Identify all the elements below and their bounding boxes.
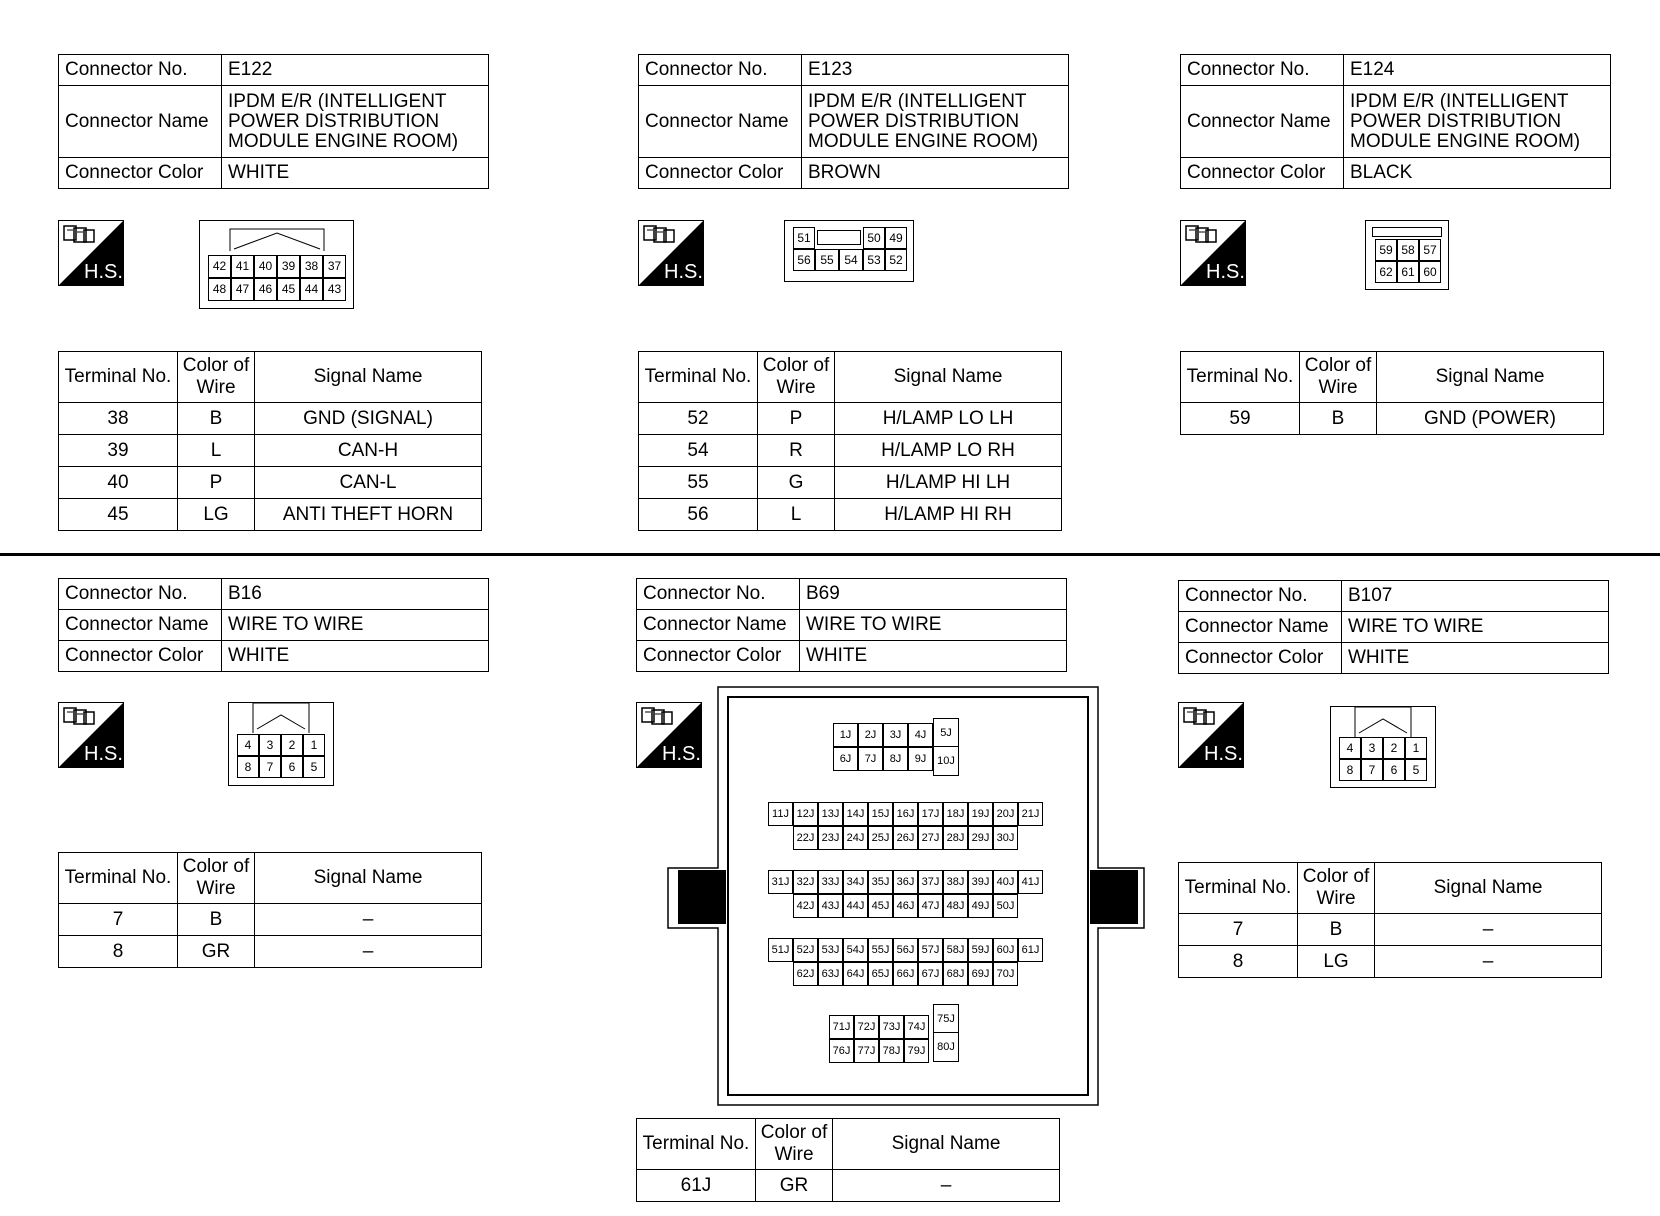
pin-52: 52 <box>885 249 907 271</box>
header-signal-name: Signal Name <box>833 1119 1060 1170</box>
header-signal-name: Signal Name <box>835 352 1062 403</box>
pin-36j: 36J <box>893 870 918 894</box>
label-connector-name: Connector Name <box>639 86 802 158</box>
pin-49: 49 <box>885 227 907 249</box>
table-row: 39 L CAN-H <box>59 435 482 467</box>
pin-62j: 62J <box>793 962 818 986</box>
pin-5: 5 <box>1405 759 1427 781</box>
pin-37j: 37J <box>918 870 943 894</box>
pin-48j: 48J <box>943 894 968 918</box>
pin-68j: 68J <box>943 962 968 986</box>
connector-face-b107 <box>1330 706 1436 788</box>
pin-31j: 31J <box>768 870 793 894</box>
pin-9j: 9J <box>908 747 933 771</box>
label-connector-no: Connector No. <box>59 55 222 86</box>
connector-no: E124 <box>1344 55 1611 86</box>
svg-text:H.S.: H.S. <box>1206 261 1245 283</box>
terminal-table-e124 <box>1180 351 1604 435</box>
header-terminal-no: Terminal No. <box>59 853 178 904</box>
pin-73j: 73J <box>879 1015 904 1039</box>
label-connector-color: Connector Color <box>1181 158 1344 189</box>
pin-3j: 3J <box>883 723 908 747</box>
pin-50: 50 <box>863 227 885 249</box>
pin-26j: 26J <box>893 826 918 850</box>
pin-4j: 4J <box>908 723 933 747</box>
label-connector-name: Connector Name <box>637 610 800 641</box>
label-connector-color: Connector Color <box>639 158 802 189</box>
connector-b107 <box>1178 580 1609 674</box>
pin-8j: 8J <box>883 747 908 771</box>
pin-7: 7 <box>1361 759 1383 781</box>
pin-67j: 67J <box>918 962 943 986</box>
pin-64j: 64J <box>843 962 868 986</box>
pin-34j: 34J <box>843 870 868 894</box>
pin-51: 51 <box>793 227 815 249</box>
pin-46: 46 <box>254 278 277 301</box>
pin-6j: 6J <box>833 747 858 771</box>
connector-info-table <box>1180 54 1611 189</box>
terminal-table-b107 <box>1178 862 1602 978</box>
connector-color: WHITE <box>800 641 1067 672</box>
pin-42j: 42J <box>793 894 818 918</box>
pin-57j: 57J <box>918 938 943 962</box>
label-connector-color: Connector Color <box>637 641 800 672</box>
connector-info-table <box>638 54 1069 189</box>
pin-58j: 58J <box>943 938 968 962</box>
connector-name: IPDM E/R (INTELLIGENT POWER DISTRIBUTION MODULE ENGINE ROOM) <box>802 86 1069 158</box>
label-connector-color: Connector Color <box>59 641 222 672</box>
connector-color: BROWN <box>802 158 1069 189</box>
pin-3: 3 <box>1361 737 1383 759</box>
pin-43: 43 <box>323 278 346 301</box>
header-wire-color: Color of Wire <box>178 853 255 904</box>
header-wire-color: Color of Wire <box>178 352 255 403</box>
pin-42: 42 <box>208 255 231 278</box>
table-row: 55 G H/LAMP HI LH <box>639 467 1062 499</box>
pin-74j: 74J <box>904 1015 929 1039</box>
pin-76j: 76J <box>829 1039 854 1063</box>
table-row: 45 LG ANTI THEFT HORN <box>59 499 482 531</box>
pin-39j: 39J <box>968 870 993 894</box>
pin-79j: 79J <box>904 1039 929 1063</box>
label-connector-no: Connector No. <box>637 579 800 610</box>
pin-19j: 19J <box>968 802 993 826</box>
pin-56: 56 <box>793 249 815 271</box>
pin-72j: 72J <box>854 1015 879 1039</box>
connector-info-table <box>58 54 489 189</box>
connector-color: WHITE <box>1342 643 1609 674</box>
section-divider <box>0 553 1660 556</box>
pin-66j: 66J <box>893 962 918 986</box>
pin-13j: 13J <box>818 802 843 826</box>
header-terminal-no: Terminal No. <box>1181 352 1300 403</box>
table-row: 40 P CAN-L <box>59 467 482 499</box>
pin-16j: 16J <box>893 802 918 826</box>
pin-59j: 59J <box>968 938 993 962</box>
pin-60: 60 <box>1419 261 1441 283</box>
pin-33j: 33J <box>818 870 843 894</box>
pin-1: 1 <box>1405 737 1427 759</box>
pin-2: 2 <box>1383 737 1405 759</box>
pin-50j: 50J <box>993 894 1018 918</box>
table-row: 7 B – <box>59 904 482 936</box>
connector-color: WHITE <box>222 641 489 672</box>
connector-no: B69 <box>800 579 1067 610</box>
label-connector-color: Connector Color <box>59 158 222 189</box>
pin-38: 38 <box>300 255 323 278</box>
harness-side-icon <box>1178 702 1244 768</box>
pin-14j: 14J <box>843 802 868 826</box>
pin-39: 39 <box>277 255 300 278</box>
connector-no: E122 <box>222 55 489 86</box>
connector-name: WIRE TO WIRE <box>800 610 1067 641</box>
pin-71j: 71J <box>829 1015 854 1039</box>
svg-text:H.S.: H.S. <box>1204 743 1243 765</box>
pin-60j: 60J <box>993 938 1018 962</box>
connector-key-slot <box>817 230 861 245</box>
pin-57: 57 <box>1419 239 1441 261</box>
pin-3: 3 <box>259 734 281 756</box>
connector-no: E123 <box>802 55 1069 86</box>
pin-47j: 47J <box>918 894 943 918</box>
pin-53: 53 <box>863 249 885 271</box>
terminal-table-e122 <box>58 351 482 531</box>
connector-name: IPDM E/R (INTELLIGENT POWER DISTRIBUTION MODULE ENGINE ROOM) <box>1344 86 1611 158</box>
pin-32j: 32J <box>793 870 818 894</box>
pin-17j: 17J <box>918 802 943 826</box>
pin-28j: 28J <box>943 826 968 850</box>
connector-color: BLACK <box>1344 158 1611 189</box>
pin-2j: 2J <box>858 723 883 747</box>
label-connector-name: Connector Name <box>1181 86 1344 158</box>
header-signal-name: Signal Name <box>255 853 482 904</box>
pin-30j: 30J <box>993 826 1018 850</box>
pin-44j: 44J <box>843 894 868 918</box>
connector-e123 <box>638 54 1069 189</box>
pin-8: 8 <box>237 756 259 778</box>
connector-info-table <box>1178 580 1609 674</box>
table-row: 8 GR – <box>59 936 482 968</box>
connector-e122 <box>58 54 489 189</box>
pin-25j: 25J <box>868 826 893 850</box>
pin-4: 4 <box>1339 737 1361 759</box>
harness-side-icon <box>58 220 124 286</box>
svg-text:H.S.: H.S. <box>662 743 701 765</box>
pin-78j: 78J <box>879 1039 904 1063</box>
header-wire-color: Color of Wire <box>1300 352 1377 403</box>
table-row: 61J GR – <box>637 1170 1060 1202</box>
connector-face-e122 <box>199 220 354 309</box>
pin-44: 44 <box>300 278 323 301</box>
header-wire-color: Color of Wire <box>758 352 835 403</box>
connector-no: B16 <box>222 579 489 610</box>
connector-color: WHITE <box>222 158 489 189</box>
pin-22j: 22J <box>793 826 818 850</box>
connector-name: WIRE TO WIRE <box>1342 612 1609 643</box>
header-terminal-no: Terminal No. <box>59 352 178 403</box>
table-row: 7 B – <box>1179 914 1602 946</box>
pin-56j: 56J <box>893 938 918 962</box>
terminal-table-b16 <box>58 852 482 968</box>
pin-6: 6 <box>281 756 303 778</box>
pin-55j: 55J <box>868 938 893 962</box>
connector-name: IPDM E/R (INTELLIGENT POWER DISTRIBUTION MODULE ENGINE ROOM) <box>222 86 489 158</box>
pin-23j: 23J <box>818 826 843 850</box>
pin-80j: 80J <box>933 1032 959 1062</box>
pin-54: 54 <box>839 249 863 271</box>
pin-5: 5 <box>303 756 325 778</box>
table-row: 38 B GND (SIGNAL) <box>59 403 482 435</box>
pin-7: 7 <box>259 756 281 778</box>
pin-59: 59 <box>1375 239 1397 261</box>
svg-text:H.S.: H.S. <box>84 261 123 283</box>
connector-info-table <box>58 578 489 672</box>
table-row: 52 P H/LAMP LO LH <box>639 403 1062 435</box>
connector-b69 <box>636 578 1067 672</box>
connector-face-e123 <box>784 220 914 282</box>
harness-side-icon <box>58 702 124 768</box>
connector-e124 <box>1180 54 1611 189</box>
header-signal-name: Signal Name <box>255 352 482 403</box>
table-row: 54 R H/LAMP LO RH <box>639 435 1062 467</box>
pin-70j: 70J <box>993 962 1018 986</box>
header-terminal-no: Terminal No. <box>639 352 758 403</box>
pin-1: 1 <box>303 734 325 756</box>
connector-latch <box>1372 227 1442 237</box>
terminal-table-b69 <box>636 1118 1060 1202</box>
pin-75j: 75J <box>933 1004 959 1034</box>
svg-text:H.S.: H.S. <box>664 261 703 283</box>
label-connector-color: Connector Color <box>1179 643 1342 674</box>
pin-5j: 5J <box>933 718 959 748</box>
pin-54j: 54J <box>843 938 868 962</box>
pin-11j: 11J <box>768 802 793 826</box>
pin-41: 41 <box>231 255 254 278</box>
pin-58: 58 <box>1397 239 1419 261</box>
pin-29j: 29J <box>968 826 993 850</box>
connector-latch <box>1331 707 1435 737</box>
connector-latch <box>200 221 353 251</box>
pin-24j: 24J <box>843 826 868 850</box>
terminal-table-e123 <box>638 351 1062 531</box>
pin-35j: 35J <box>868 870 893 894</box>
label-connector-name: Connector Name <box>59 86 222 158</box>
pin-61: 61 <box>1397 261 1419 283</box>
connector-face-b16 <box>228 702 334 786</box>
pin-69j: 69J <box>968 962 993 986</box>
header-wire-color: Color of Wire <box>756 1119 833 1170</box>
pin-65j: 65J <box>868 962 893 986</box>
header-wire-color: Color of Wire <box>1298 863 1375 914</box>
pin-48: 48 <box>208 278 231 301</box>
pin-41j: 41J <box>1018 870 1043 894</box>
pin-6: 6 <box>1383 759 1405 781</box>
pin-52j: 52J <box>793 938 818 962</box>
pin-20j: 20J <box>993 802 1018 826</box>
harness-side-icon <box>638 220 704 286</box>
pin-12j: 12J <box>793 802 818 826</box>
pin-51j: 51J <box>768 938 793 962</box>
connector-no: B107 <box>1342 581 1609 612</box>
pin-47: 47 <box>231 278 254 301</box>
label-connector-no: Connector No. <box>639 55 802 86</box>
pin-61j: 61J <box>1018 938 1043 962</box>
header-terminal-no: Terminal No. <box>1179 863 1298 914</box>
pin-27j: 27J <box>918 826 943 850</box>
pin-63j: 63J <box>818 962 843 986</box>
connector-name: WIRE TO WIRE <box>222 610 489 641</box>
connector-latch <box>229 703 333 733</box>
pin-8: 8 <box>1339 759 1361 781</box>
harness-side-icon <box>1180 220 1246 286</box>
table-row: 59 B GND (POWER) <box>1181 403 1604 435</box>
pin-49j: 49J <box>968 894 993 918</box>
pin-45: 45 <box>277 278 300 301</box>
pin-40j: 40J <box>993 870 1018 894</box>
label-connector-no: Connector No. <box>1179 581 1342 612</box>
pin-37: 37 <box>323 255 346 278</box>
label-connector-no: Connector No. <box>59 579 222 610</box>
pin-15j: 15J <box>868 802 893 826</box>
pin-38j: 38J <box>943 870 968 894</box>
pin-10j: 10J <box>933 746 959 776</box>
table-row: 56 L H/LAMP HI RH <box>639 499 1062 531</box>
pin-2: 2 <box>281 734 303 756</box>
pin-43j: 43J <box>818 894 843 918</box>
pin-21j: 21J <box>1018 802 1043 826</box>
pin-45j: 45J <box>868 894 893 918</box>
pin-55: 55 <box>815 249 839 271</box>
header-signal-name: Signal Name <box>1375 863 1602 914</box>
header-signal-name: Signal Name <box>1377 352 1604 403</box>
label-connector-name: Connector Name <box>59 610 222 641</box>
label-connector-no: Connector No. <box>1181 55 1344 86</box>
pin-18j: 18J <box>943 802 968 826</box>
pin-7j: 7J <box>858 747 883 771</box>
label-connector-name: Connector Name <box>1179 612 1342 643</box>
connector-face-e124 <box>1365 220 1449 290</box>
pin-53j: 53J <box>818 938 843 962</box>
pin-1j: 1J <box>833 723 858 747</box>
pin-77j: 77J <box>854 1039 879 1063</box>
connector-b16 <box>58 578 489 672</box>
pin-4: 4 <box>237 734 259 756</box>
pin-62: 62 <box>1375 261 1397 283</box>
connector-info-table <box>636 578 1067 672</box>
svg-text:H.S.: H.S. <box>84 743 123 765</box>
pin-40: 40 <box>254 255 277 278</box>
header-terminal-no: Terminal No. <box>637 1119 756 1170</box>
pin-46j: 46J <box>893 894 918 918</box>
table-row: 8 LG – <box>1179 946 1602 978</box>
